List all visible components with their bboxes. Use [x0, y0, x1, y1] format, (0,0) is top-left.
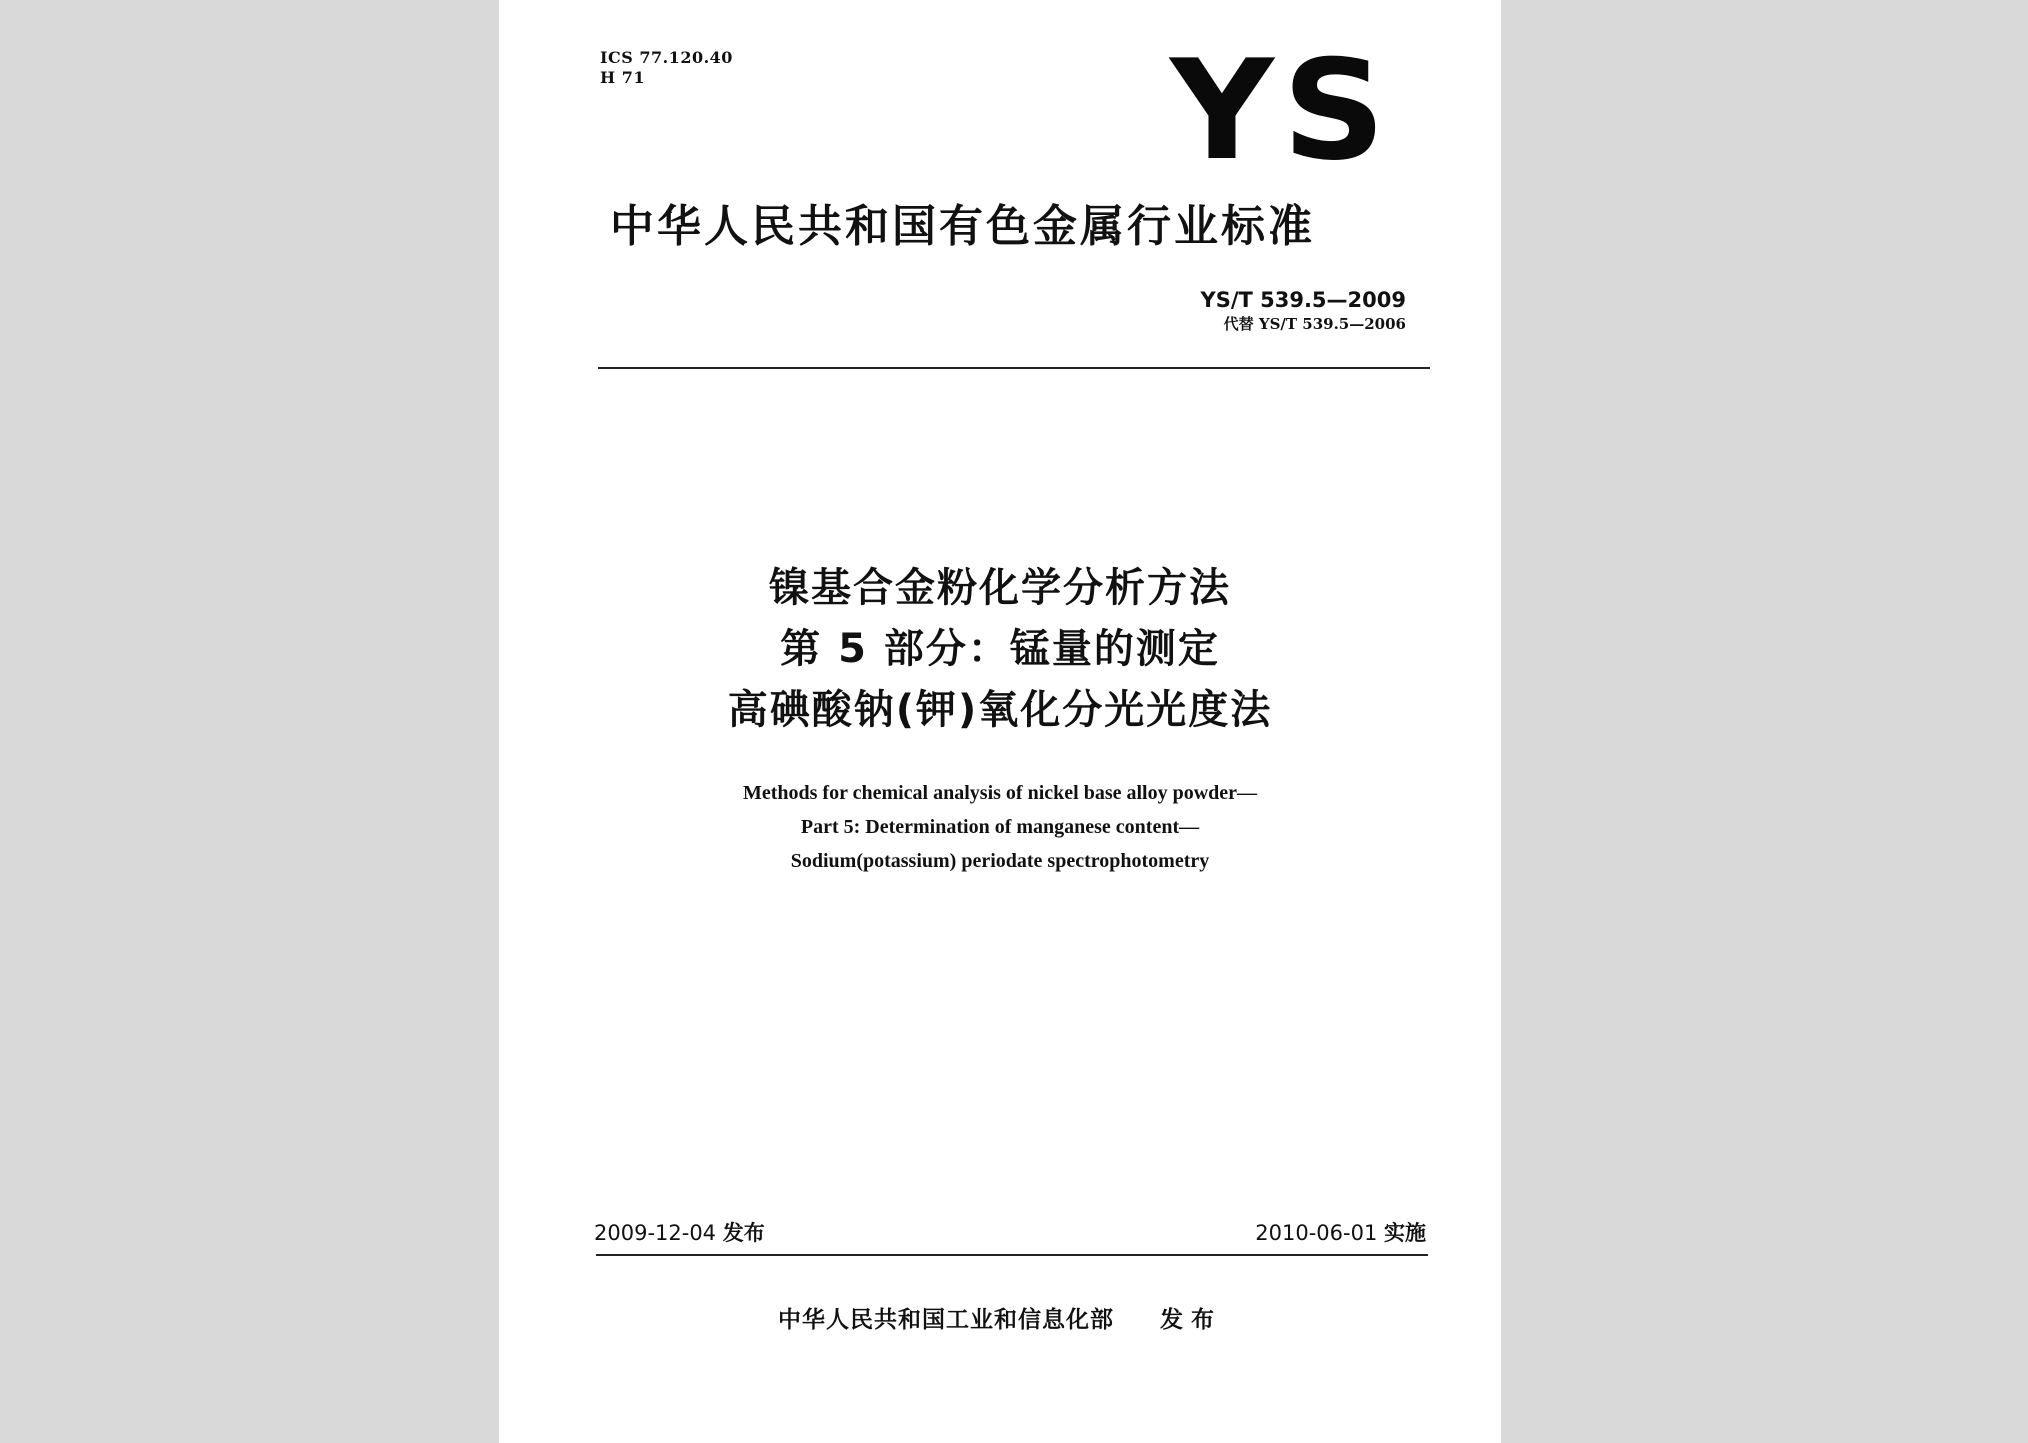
issue-date-value: 2009-12-04: [594, 1221, 717, 1245]
ys-logo: YS: [1170, 30, 1394, 191]
chinese-title-line: 高碘酸钠(钾)氧化分光光度法: [727, 687, 1273, 733]
chinese-title-line: 镍基合金粉化学分析方法: [769, 565, 1231, 611]
implementation-date: [1255, 1219, 1426, 1247]
implementation-date-value: 2010-06-01: [1255, 1221, 1378, 1245]
publisher-name: 中华人民共和国工业和信息化部: [778, 1307, 1114, 1333]
issue-label: 发布: [722, 1221, 765, 1245]
english-title: [499, 776, 1501, 878]
english-title-line: Part 5: Determination of manganese content—: [800, 816, 1200, 838]
chinese-title-line: 第 5 部分：锰量的测定: [780, 626, 1220, 672]
publisher-line: [499, 1304, 1501, 1336]
replaces-standard: 代替 YS/T 539.5—2006: [1223, 315, 1406, 333]
top-divider: [598, 367, 1430, 369]
chinese-title: [499, 558, 1501, 741]
ics-code: ICS 77.120.40: [600, 48, 733, 67]
standard-code: YS/T 539.5—2009: [1200, 288, 1406, 312]
ccs-code: H 71: [600, 68, 645, 87]
english-title-line: Methods for chemical analysis of nickel base alloy powder—: [742, 782, 1258, 804]
bottom-divider: [596, 1254, 1428, 1256]
standard-number-block: [1200, 286, 1406, 334]
classification-codes: [600, 48, 733, 88]
implementation-label: 实施: [1384, 1221, 1426, 1245]
standard-category-title: 中华人民共和国有色金属行业标准: [610, 201, 1315, 252]
publish-label: 发布: [1160, 1307, 1222, 1333]
issue-date: [594, 1219, 765, 1247]
english-title-line: Sodium(potassium) periodate spectrophotometry: [790, 850, 1210, 872]
